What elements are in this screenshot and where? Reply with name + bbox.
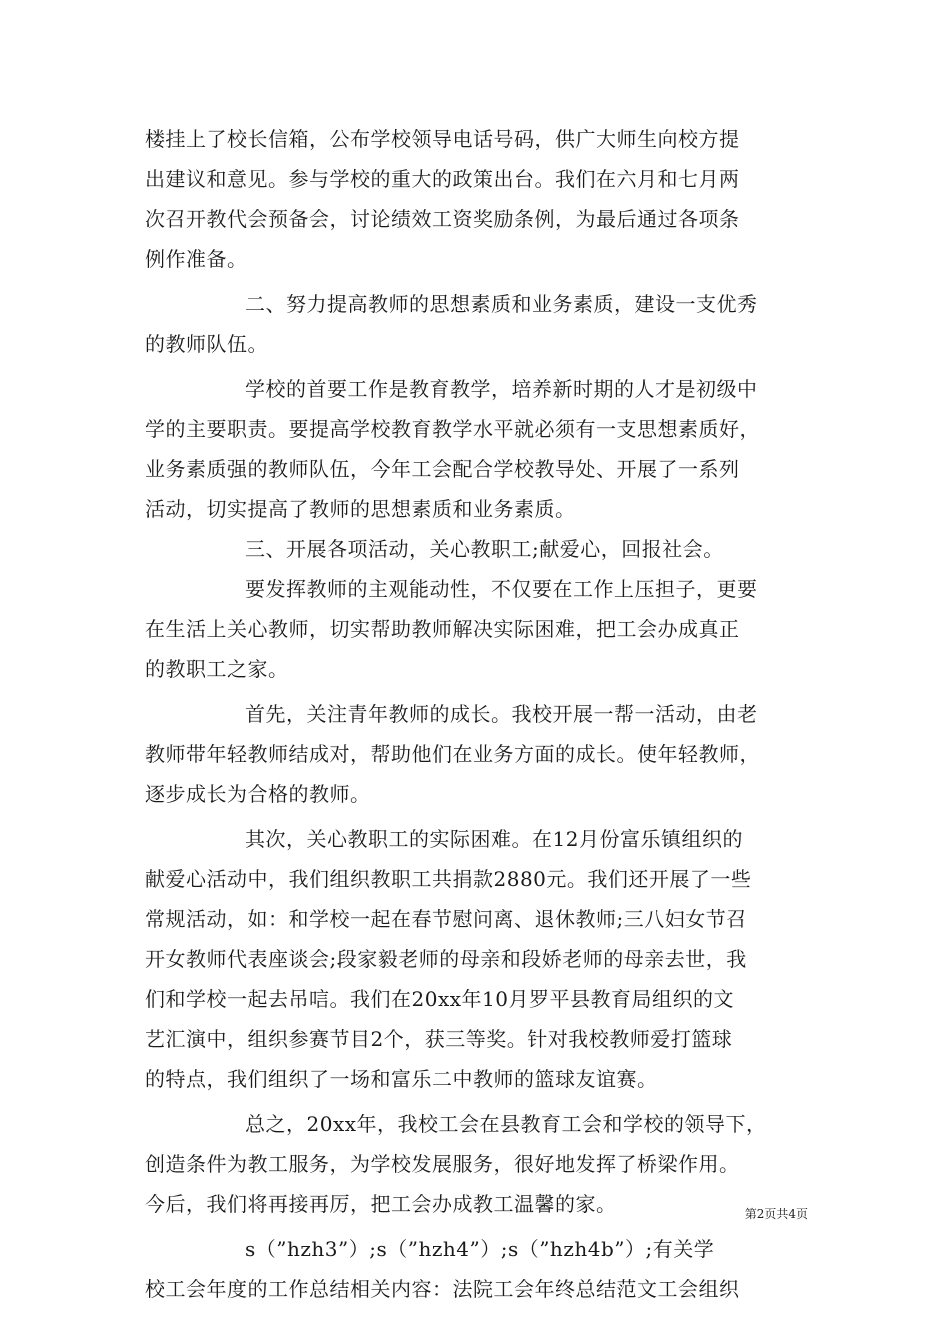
body-line: 创造条件为教工服务，为学校发展服务，很好地发挥了桥梁作用。 <box>145 1152 740 1176</box>
body-line: 例作准备。 <box>145 247 248 271</box>
page-number: 第2页共4页 <box>744 1207 808 1221</box>
body-line: 逐步成长为合格的教师。 <box>145 782 371 806</box>
body-line: 学的主要职责。要提高学校教育教学水平就必须有一支思想素质好， <box>145 417 760 441</box>
section-heading: 的教师队伍。 <box>145 332 268 356</box>
section-heading: 二、努力提高教师的思想素质和业务素质，建设一支优秀 <box>245 292 758 316</box>
body-line: 献爱心活动中，我们组织教职工共捐款2880元。我们还开展了一些 <box>145 867 752 891</box>
section-heading: 三、开展各项活动，关心教职工;献爱心，回报社会。 <box>245 537 724 561</box>
body-line: 首先，关注青年教师的成长。我校开展一帮一活动，由老 <box>245 702 758 726</box>
body-line: 们和学校一起去吊唁。我们在20xx年10月罗平县教育局组织的文 <box>145 987 734 1011</box>
body-line: 的教职工之家。 <box>145 657 289 681</box>
body-line: 其次，关心教职工的实际困难。在12月份富乐镇组织的 <box>245 827 743 851</box>
body-line: 出建议和意见。参与学校的重大的政策出台。我们在六月和七月两 <box>145 167 740 191</box>
body-line: 教师带年轻教师结成对，帮助他们在业务方面的成长。使年轻教师， <box>145 742 760 766</box>
body-line: 校工会年度的工作总结相关内容：法院工会年终总结范文工会组织 <box>145 1277 740 1301</box>
body-line: 今后，我们将再接再厉，把工会办成教工温馨的家。 <box>145 1192 617 1216</box>
body-line: 次召开教代会预备会，讨论绩效工资奖励条例，为最后通过各项条 <box>145 207 740 231</box>
body-line: 活动，切实提高了教师的思想素质和业务素质。 <box>145 497 576 521</box>
body-line: 在生活上关心教师，切实帮助教师解决实际困难，把工会办成真正 <box>145 617 740 641</box>
body-line: 总之，20xx年，我校工会在县教育工会和学校的领导下， <box>245 1112 767 1136</box>
body-line: 要发挥教师的主观能动性，不仅要在工作上压担子，更要 <box>245 577 758 601</box>
body-line: 楼挂上了校长信箱，公布学校领导电话号码，供广大师生向校方提 <box>145 127 740 151</box>
body-line: 常规活动，如：和学校一起在春节慰问离、退休教师;三八妇女节召 <box>145 907 747 931</box>
document-body <box>145 119 810 1309</box>
body-line: 开女教师代表座谈会;段家毅老师的母亲和段娇老师的母亲去世，我 <box>145 947 747 971</box>
body-line: 艺汇演中，组织参赛节目2个，获三等奖。针对我校教师爱打篮球 <box>145 1027 733 1051</box>
body-line: 学校的首要工作是教育教学，培养新时期的人才是初级中 <box>245 377 758 401</box>
body-line: s（”hzh3”）;s（”hzh4”）;s（”hzh4b”）;有关学 <box>245 1237 715 1261</box>
body-line: 的特点，我们组织了一场和富乐二中教师的篮球友谊赛。 <box>145 1067 658 1091</box>
body-line: 业务素质强的教师队伍，今年工会配合学校教导处、开展了一系列 <box>145 457 740 481</box>
